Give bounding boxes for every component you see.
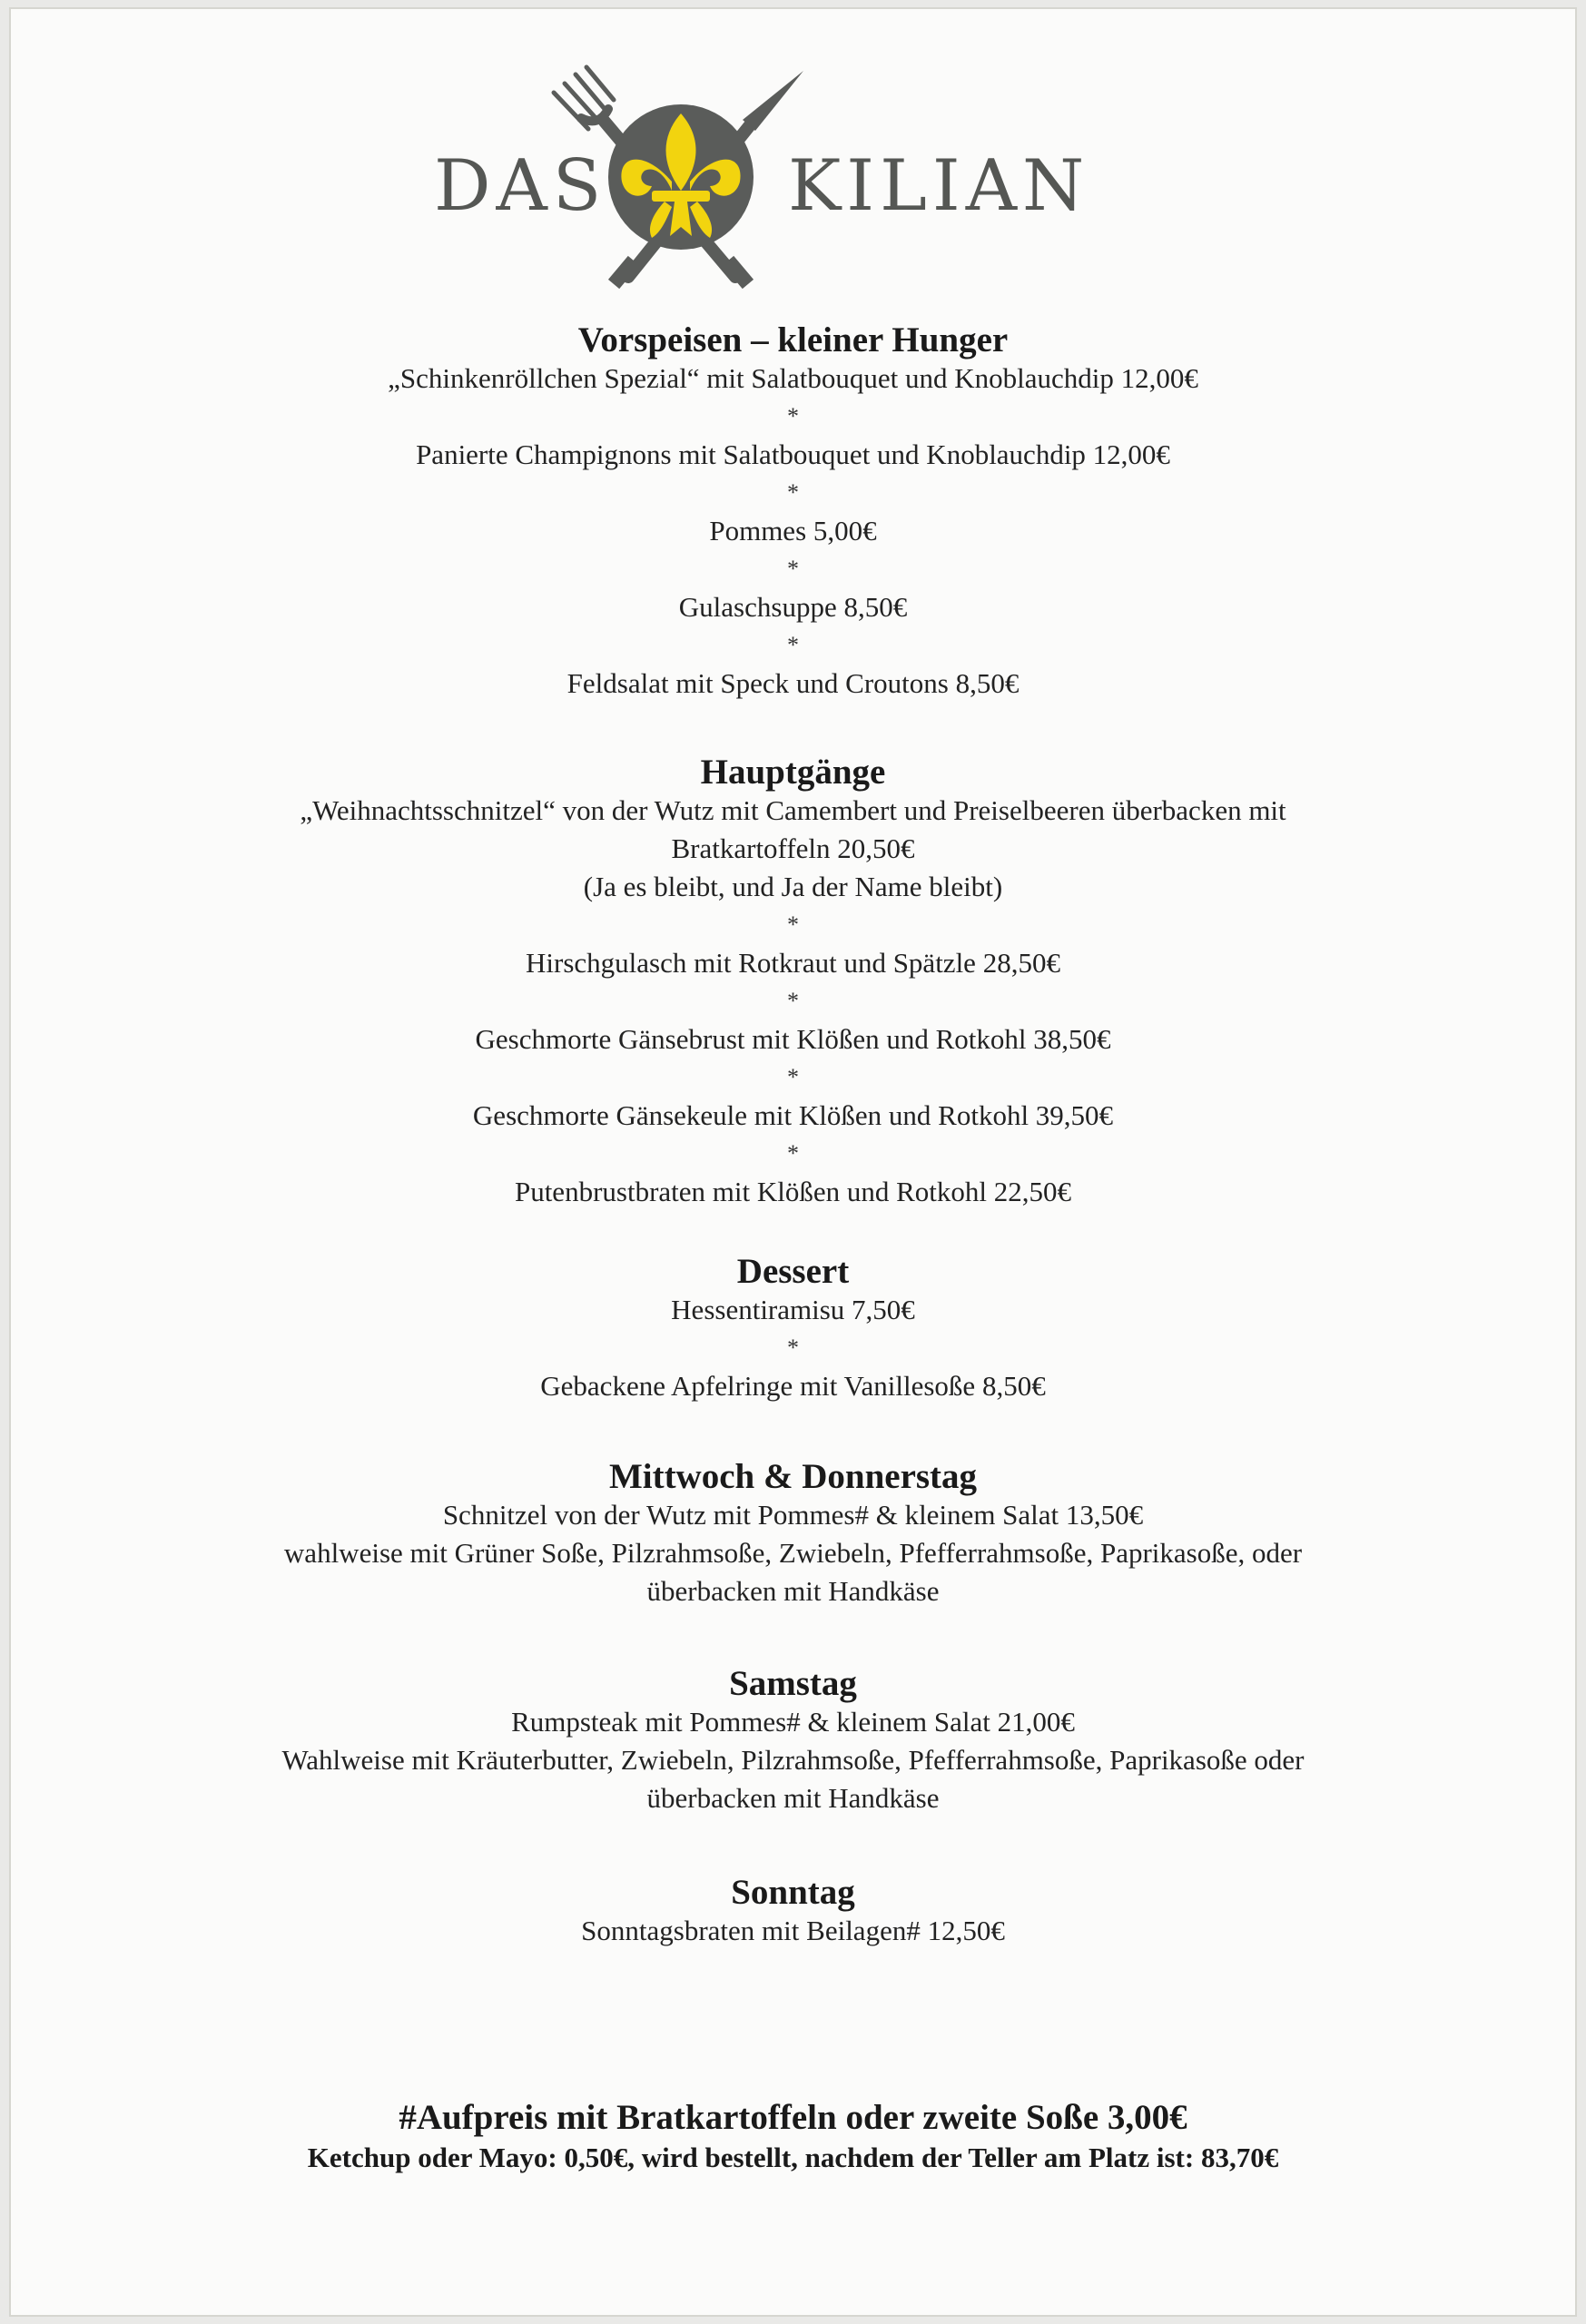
- footer-ketchup-note: Ketchup oder Mayo: 0,50€, wird bestellt, nachdem der Teller am Platz ist: 83,70€: [307, 2142, 1279, 2173]
- separator-star: *: [787, 988, 799, 1014]
- separator-star: *: [787, 403, 799, 429]
- section-title: Sonntag: [731, 1873, 855, 1912]
- menu-item: überbacken mit Handkäse: [646, 1575, 940, 1607]
- logo-text-kilian: KILIAN: [788, 145, 1090, 227]
- menu-item: Hirschgulasch mit Rotkraut und Spätzle 28,50€: [526, 947, 1060, 979]
- logo-text-das: DAS: [434, 145, 607, 227]
- section-title: Hauptgänge: [700, 753, 886, 792]
- menu-item: Bratkartoffeln 20,50€: [671, 832, 915, 864]
- section-vorspeisen: [0, 321, 1586, 703]
- menu-item: Pommes 5,00€: [709, 515, 877, 547]
- menu-item: Putenbrustbraten mit Klößen und Rotkohl 22,50€: [514, 1176, 1072, 1207]
- fleur-de-lis-fork-knife-icon: [545, 64, 817, 300]
- section-samstag: [0, 1665, 1586, 1817]
- menu-footer: [0, 2097, 1586, 2177]
- footer-surcharge-note: #Aufpreis mit Bratkartoffeln oder zweite Soße 3,00€: [399, 2098, 1187, 2137]
- menu-note: (Ja es bleibt, und Ja der Name bleibt): [583, 871, 1003, 902]
- separator-star: *: [787, 556, 799, 582]
- menu-item: wahlweise mit Grüner Soße, Pilzrahmsoße, Zwiebeln, Pfefferrahmsoße, Paprikasoße, oder: [283, 1537, 1303, 1569]
- menu-item: „Schinkenröllchen Spezial“ mit Salatbouquet und Knoblauchdip 12,00€: [388, 362, 1198, 394]
- section-title: Mittwoch & Donnerstag: [608, 1457, 978, 1496]
- menu-item: Geschmorte Gänsekeule mit Klößen und Rotkohl 39,50€: [472, 1099, 1114, 1131]
- section-mittwoch-donnerstag: [0, 1458, 1586, 1610]
- section-title: Vorspeisen – kleiner Hunger: [577, 320, 1009, 359]
- section-sonntag: [0, 1874, 1586, 1950]
- section-title: Samstag: [729, 1664, 857, 1703]
- separator-star: *: [787, 1064, 799, 1090]
- menu-item: Feldsalat mit Speck und Croutons 8,50€: [566, 667, 1020, 699]
- menu-item: Gulaschsuppe 8,50€: [678, 591, 908, 623]
- menu-item: Panierte Champignons mit Salatbouquet und Knoblauchdip 12,00€: [416, 438, 1170, 470]
- menu-item: Hessentiramisu 7,50€: [671, 1294, 915, 1325]
- menu-item: Sonntagsbraten mit Beilagen# 12,50€: [581, 1915, 1005, 1946]
- menu-item: Wahlweise mit Kräuterbutter, Zwiebeln, Pilzrahmsoße, Pfefferrahmsoße, Paprikasoße oder: [281, 1744, 1305, 1776]
- menu-item: überbacken mit Handkäse: [646, 1782, 940, 1814]
- section-dessert: [0, 1253, 1586, 1405]
- menu-item: Schnitzel von der Wutz mit Pommes# & kleinem Salat 13,50€: [442, 1499, 1144, 1531]
- section-hauptgaenge: [0, 753, 1586, 1211]
- separator-star: *: [787, 479, 799, 506]
- separator-star: *: [787, 632, 799, 658]
- menu-item: Gebackene Apfelringe mit Vanillesoße 8,50€: [540, 1370, 1046, 1402]
- restaurant-logo: [0, 54, 1586, 300]
- separator-star: *: [787, 1140, 799, 1167]
- menu-item: „Weihnachtsschnitzel“ von der Wutz mit Camembert und Preiselbeeren überbacken mit: [300, 794, 1286, 826]
- separator-star: *: [787, 911, 799, 938]
- menu-item: Geschmorte Gänsebrust mit Klößen und Rotkohl 38,50€: [475, 1023, 1111, 1055]
- section-title: Dessert: [736, 1252, 850, 1291]
- separator-star: *: [787, 1334, 799, 1361]
- menu-item: Rumpsteak mit Pommes# & kleinem Salat 21,00€: [511, 1706, 1075, 1738]
